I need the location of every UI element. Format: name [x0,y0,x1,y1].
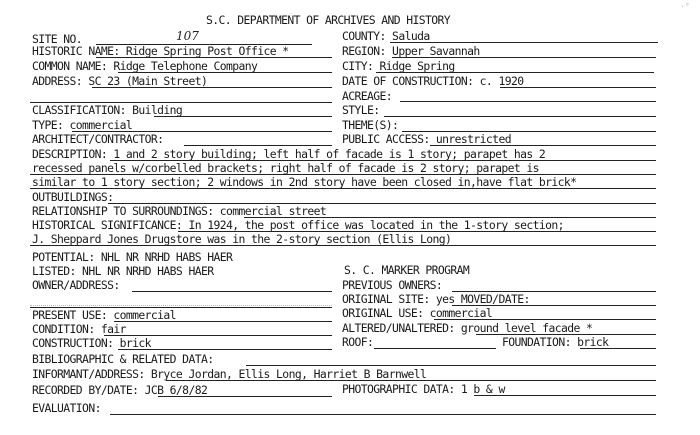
listed-field: LISTED: NHL NR NRHD HABS HAER [32,264,214,278]
recorded-by-line [158,396,332,397]
historic-name-line [96,57,332,58]
construction-line [118,349,332,350]
form-title: S.C. DEPARTMENT OF ARCHIVES AND HISTORY [206,13,451,27]
date-of-construction-line [500,87,656,88]
potential-field: POTENTIAL: NHL NR NRHD HABS HAER [32,250,233,264]
county-line [390,42,658,43]
historic-name-field: HISTORIC NAME: Ridge Spring Post Office * [32,44,289,58]
common-name-line [118,72,332,73]
common-name-field: COMMON NAME: Ridge Telephone Company [32,59,258,73]
acreage-field: ACREAGE: [342,89,393,103]
address-line [92,87,332,88]
foundation-line [580,348,656,349]
recorded-by-field: RECORDED BY/DATE: JCB 6/8/82 [32,383,208,397]
site-no-label: SITE NO. [32,32,83,46]
evaluation-line [110,414,656,415]
public-access-field: PUBLIC ACCESS: unrestricted [342,132,511,146]
acreage-line [400,101,656,102]
owner-address-field: OWNER/ADDRESS: [32,278,120,292]
photographic-data-field: PHOTOGRAPHIC DATA: 1 b & w [342,382,505,396]
construction-field: CONSTRUCTION: brick [32,336,151,350]
present-use-line [114,321,332,322]
description-line-2: recessed panels w/corbelled brackets; right half of facade is 2 story; parapet is [32,161,539,175]
present-use-top-line [30,307,332,308]
bibliographic-field: BIBLIOGRAPHIC & RELATED DATA: [32,352,214,366]
previous-owners-field: PREVIOUS OWNERS: [342,278,443,292]
photographic-data-line [474,395,656,396]
outbuildings-field: OUTBUILDINGS: [32,190,114,204]
address-field: ADDRESS: SC 23 (Main Street) [32,74,208,88]
significance-rule-2 [30,245,656,246]
altered-field: ALTERED/UNALTERED: ground level facade * [342,321,593,335]
themes-field: THEME(S): [342,118,399,132]
scan-speck: ·° [680,2,690,11]
original-use-field: ORIGINAL USE: commercial [342,306,493,320]
public-access-line [430,145,656,146]
condition-field: CONDITION: fair [32,322,126,336]
architect-line [184,145,332,146]
informant-line [166,380,656,381]
description-rule-3 [30,188,656,189]
style-line [384,116,656,117]
evaluation-field: EVALUATION: [32,401,101,415]
relationship-field: RELATIONSHIP TO SURROUNDINGS: commercial street [32,204,327,218]
bibliographic-line [246,365,656,366]
city-field: CITY: Ridge Spring [342,59,455,73]
roof-line [374,348,496,349]
type-field: TYPE: commercial [32,118,133,132]
significance-line-1: HISTORICAL SIGNIFICANCE: In 1924, the post office was located in the 1-story section; [32,218,564,232]
classification-line [154,116,332,117]
present-use-field: PRESENT USE: commercial [32,308,176,322]
description-line-3: similar to 1 story section; 2 windows in 2nd story have been closed in,have flat brick* [32,175,577,189]
site-no-value: 107 [176,29,199,43]
region-field: REGION: Upper Savannah [342,44,480,58]
foundation-field: FOUNDATION: brick [502,335,609,349]
architect-field: ARCHITECT/CONTRACTOR: [32,132,164,146]
region-line [392,57,656,58]
original-site-field: ORIGINAL SITE: yes MOVED/DATE: [342,292,530,306]
roof-field: ROOF: [342,335,374,349]
county-field: COUNTY: Saluda [342,29,430,43]
original-use-line [434,319,656,320]
informant-field: INFORMANT/ADDRESS: Bryce Jordan, Ellis Long, Harriet B Barnwell [32,367,427,381]
marker-program-heading: S. C. MARKER PROGRAM [344,263,470,277]
owner-address-line [132,291,332,292]
style-field: STYLE: [342,103,380,117]
classification-field: CLASSIFICATION: Building [32,103,183,117]
classification-top-line [30,102,332,103]
significance-line-2: J. Sheppard Jones Drugstore was in the 2-story section (Ellis Long) [32,232,452,246]
date-of-construction-field: DATE OF CONSTRUCTION: c. 1920 [342,74,524,88]
description-line-1: DESCRIPTION: 1 and 2 story building; left half of facade is 1 story; parapet has 2 [32,147,546,161]
city-line [376,72,654,73]
owner-dotted-line [30,305,332,306]
